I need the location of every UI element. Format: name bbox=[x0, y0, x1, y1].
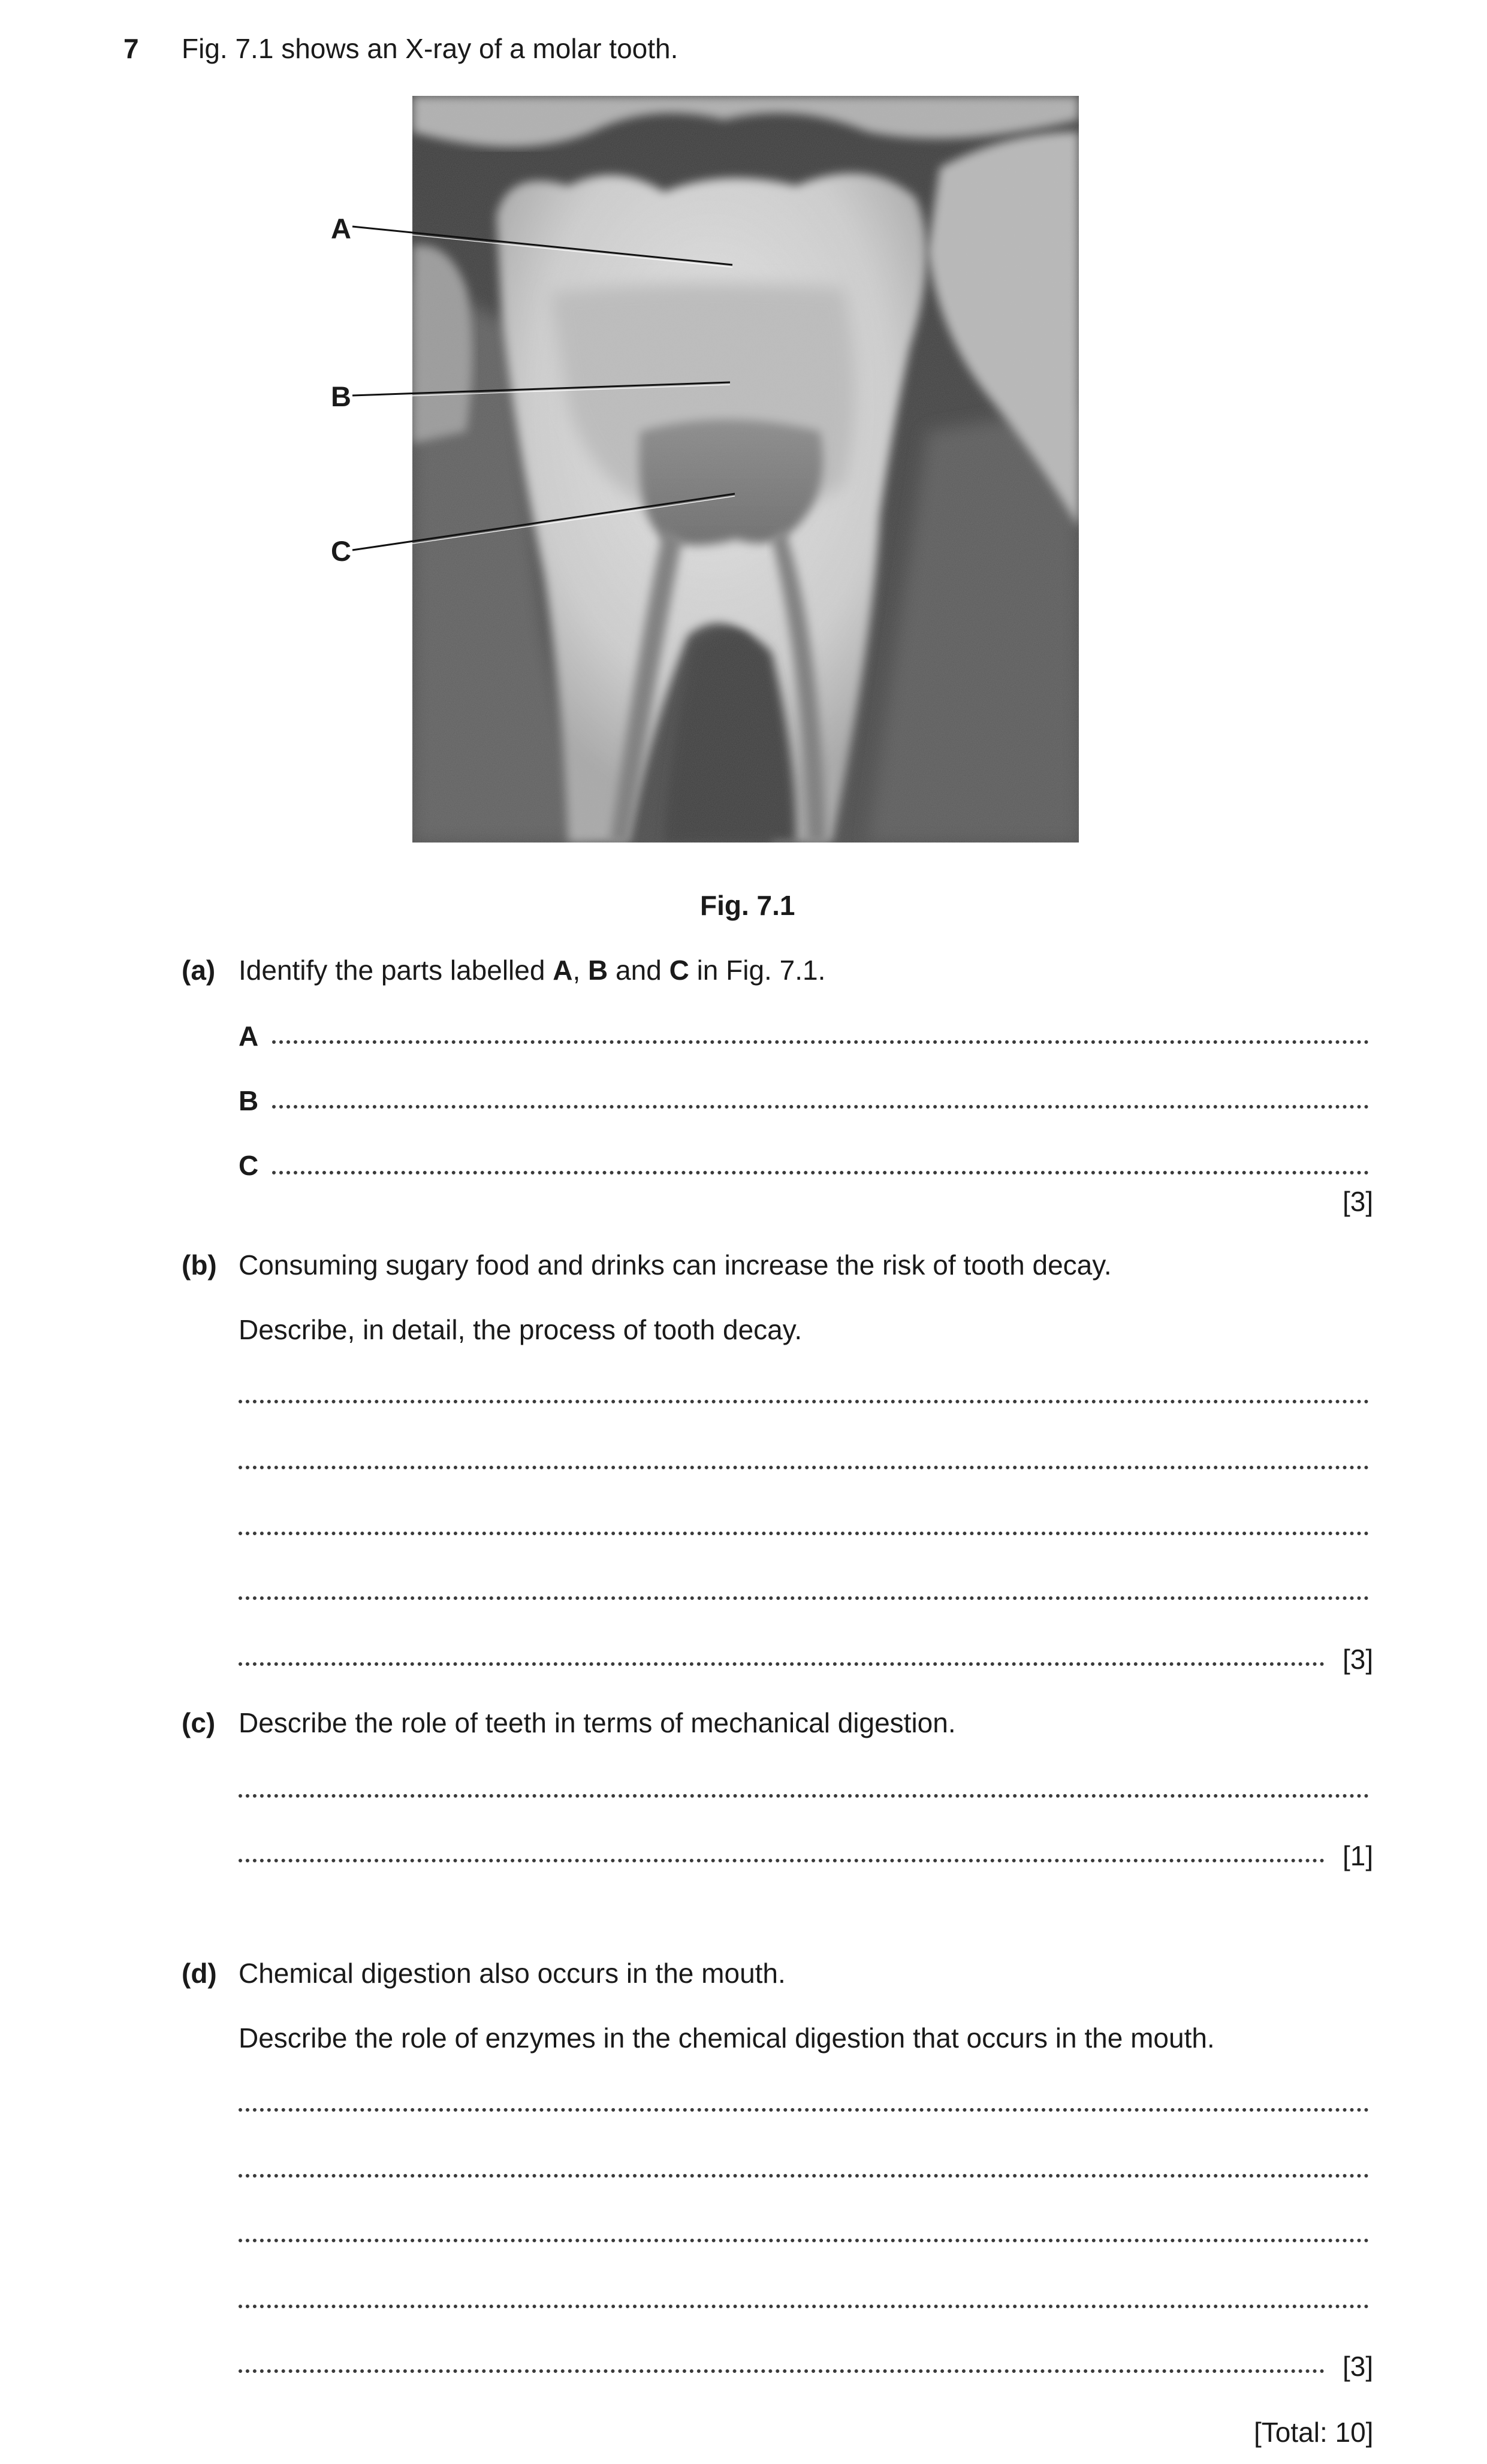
answer-label-a: A bbox=[239, 1020, 259, 1052]
part-b-marks: [3] bbox=[1343, 1644, 1374, 1675]
figure-label-c: C bbox=[331, 535, 351, 567]
part-b-answer-line[interactable] bbox=[239, 1662, 1325, 1666]
part-d-text2: Describe the role of enzymes in the chemical digestion that occurs in the mouth. bbox=[239, 2022, 1215, 2054]
part-a-ref-a: A bbox=[553, 955, 573, 986]
part-b-answer-line[interactable] bbox=[239, 1400, 1369, 1403]
part-a-sep1: , bbox=[572, 955, 589, 986]
part-d-answer-line[interactable] bbox=[239, 2239, 1369, 2242]
part-b-answer-line[interactable] bbox=[239, 1466, 1369, 1469]
part-d-letter: (d) bbox=[182, 1958, 217, 1989]
question-number: 7 bbox=[123, 33, 139, 64]
figure-caption: Fig. 7.1 bbox=[700, 890, 795, 921]
part-a-ref-b: B bbox=[588, 955, 608, 986]
part-c-letter: (c) bbox=[182, 1707, 216, 1738]
answer-line-c[interactable] bbox=[272, 1171, 1369, 1174]
xray-image bbox=[412, 96, 1079, 843]
part-b-text1: Consuming sugary food and drinks can increase the risk of tooth decay. bbox=[239, 1249, 1112, 1281]
answer-line-b[interactable] bbox=[272, 1105, 1369, 1109]
total-marks: [Total: 10] bbox=[1254, 2417, 1374, 2448]
part-b-answer-line[interactable] bbox=[239, 1596, 1369, 1600]
answer-label-c: C bbox=[239, 1150, 259, 1181]
part-d-marks: [3] bbox=[1343, 2351, 1374, 2382]
answer-label-b: B bbox=[239, 1085, 259, 1116]
figure-label-a: A bbox=[331, 213, 351, 244]
answer-line-a[interactable] bbox=[272, 1040, 1369, 1044]
part-d-answer-line[interactable] bbox=[239, 2305, 1369, 2308]
part-c-text1: Describe the role of teeth in terms of mechanical digestion. bbox=[239, 1707, 956, 1738]
question-intro: Fig. 7.1 shows an X-ray of a molar tooth. bbox=[182, 33, 678, 64]
part-d-text1: Chemical digestion also occurs in the mouth. bbox=[239, 1958, 786, 1989]
part-b-text2: Describe, in detail, the process of tooth decay. bbox=[239, 1314, 803, 1345]
part-c-answer-line[interactable] bbox=[239, 1859, 1325, 1862]
part-b-letter: (b) bbox=[182, 1249, 217, 1281]
part-a-sep2: and bbox=[608, 955, 669, 986]
part-a-ref-c: C bbox=[669, 955, 689, 986]
part-a-letter: (a) bbox=[182, 955, 216, 986]
part-a-text-post: in Fig. 7.1. bbox=[689, 955, 826, 986]
figure-label-b: B bbox=[331, 381, 351, 412]
part-d-answer-line[interactable] bbox=[239, 2174, 1369, 2178]
part-b-answer-line[interactable] bbox=[239, 1532, 1369, 1535]
part-a-marks: [3] bbox=[1343, 1186, 1374, 1217]
part-c-answer-line[interactable] bbox=[239, 1794, 1369, 1798]
part-d-answer-line[interactable] bbox=[239, 2108, 1369, 2112]
part-a-text-pre: Identify the parts labelled bbox=[239, 955, 553, 986]
part-a-question bbox=[239, 956, 825, 984]
part-d-answer-line[interactable] bbox=[239, 2369, 1325, 2373]
part-c-marks: [1] bbox=[1343, 1840, 1374, 1871]
